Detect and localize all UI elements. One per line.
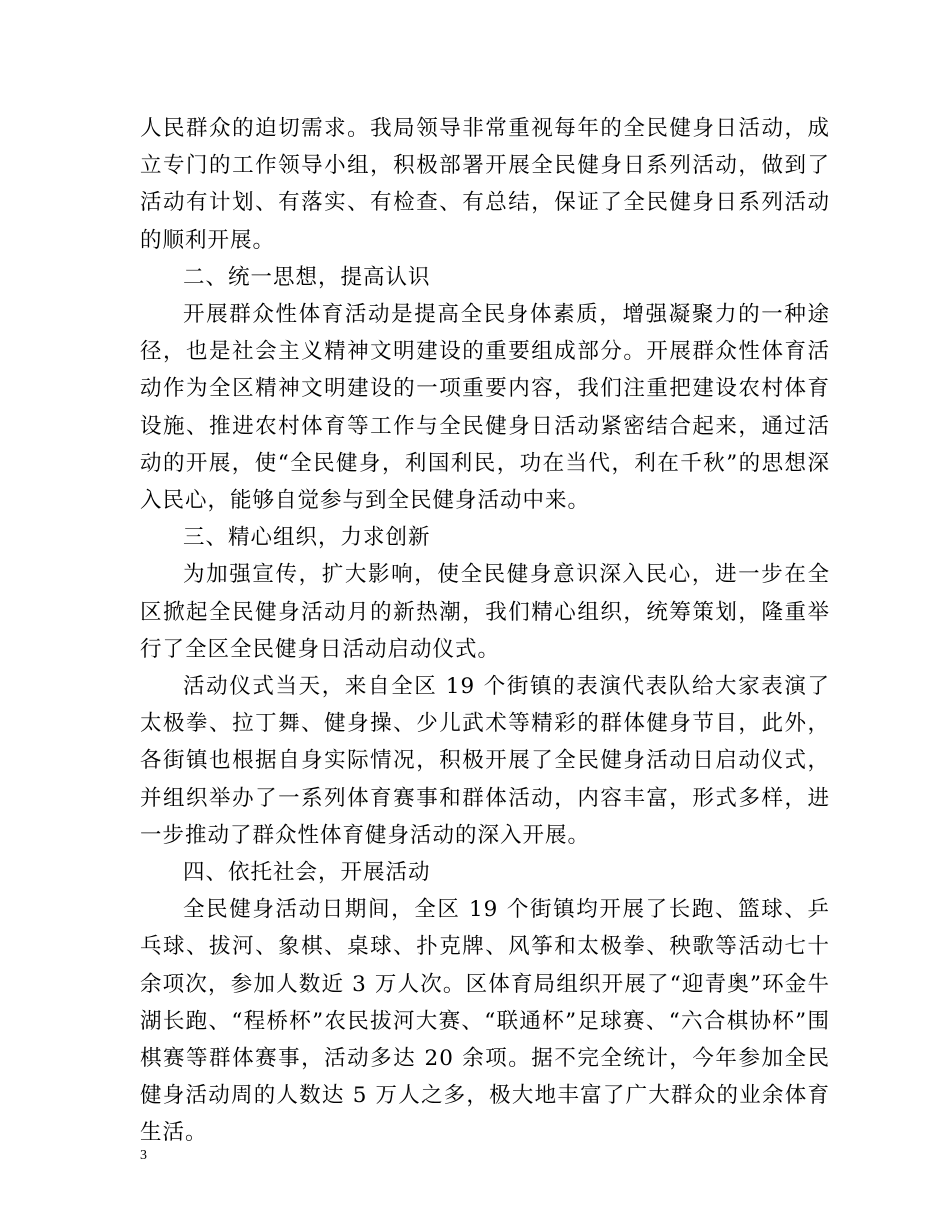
section-heading-2: 二、统一思想，提高认识	[183, 264, 431, 290]
document-body	[140, 110, 830, 1152]
page-number: 3	[140, 1148, 147, 1163]
paragraph-section-3-a: 为加强宣传，扩大影响，使全民健身意识深入民心，进一步在全区掀起全民健身活动月的新热潮，我们精心组织，统筹策划，隆重举行了全区全民健身日活动启动仪式。	[140, 562, 830, 662]
paragraph-intro-continued: 人民群众的迫切需求。我局领导非常重视每年的全民健身日活动，成立专门的工作领导小组，积极部署开展全民健身日系列活动，做到了活动有计划、有落实、有检查、有总结，保证了全民健身日系列活动的顺利开展。	[140, 116, 830, 253]
paragraph-section-2: 开展群众性体育活动是提高全民身体素质，增强凝聚力的一种途径，也是社会主义精神文明建设的重要组成部分。开展群众性体育活动作为全区精神文明建设的一项重要内容，我们注重把建设农村体育设施、推进农村体育等工作与全民健身日活动紧密结合起来，通过活动的开展，使“全民健身，利国利民，功在当代，利在千秋”的思想深入民心，能够自觉参与到全民健身活动中来。	[140, 302, 830, 514]
paragraph-section-4: 全民健身活动日期间，全区 19 个街镇均开展了长跑、篮球、乒乓球、拔河、象棋、桌球、扑克牌、风筝和太极拳、秧歌等活动七十余项次，参加人数近 3 万人次。区体育局组织开展了“迎青奥”环金牛湖长跑、“程桥杯”农民拔河大赛、“联通杯”足球赛、“六合棋协杯”围棋赛等群体赛事，活动多达 20 余项。据不完全统计，今年参加全民健身活动周的人数达 5 万人之多，极大地丰富了广大群众的业余体育生活。	[140, 897, 830, 1146]
section-heading-4: 四、依托社会，开展活动	[183, 860, 431, 886]
paragraph-section-3-b: 活动仪式当天，来自全区 19 个街镇的表演代表队给大家表演了太极拳、拉丁舞、健身操、少儿武术等精彩的群体健身节目，此外，各街镇也根据自身实际情况，积极开展了全民健身活动日启动仪式，并组织举办了一系列体育赛事和群体活动，内容丰富，形式多样，进一步推动了群众性体育健身活动的深入开展。	[140, 674, 830, 848]
section-heading-3: 三、精心组织，力求创新	[183, 525, 431, 551]
